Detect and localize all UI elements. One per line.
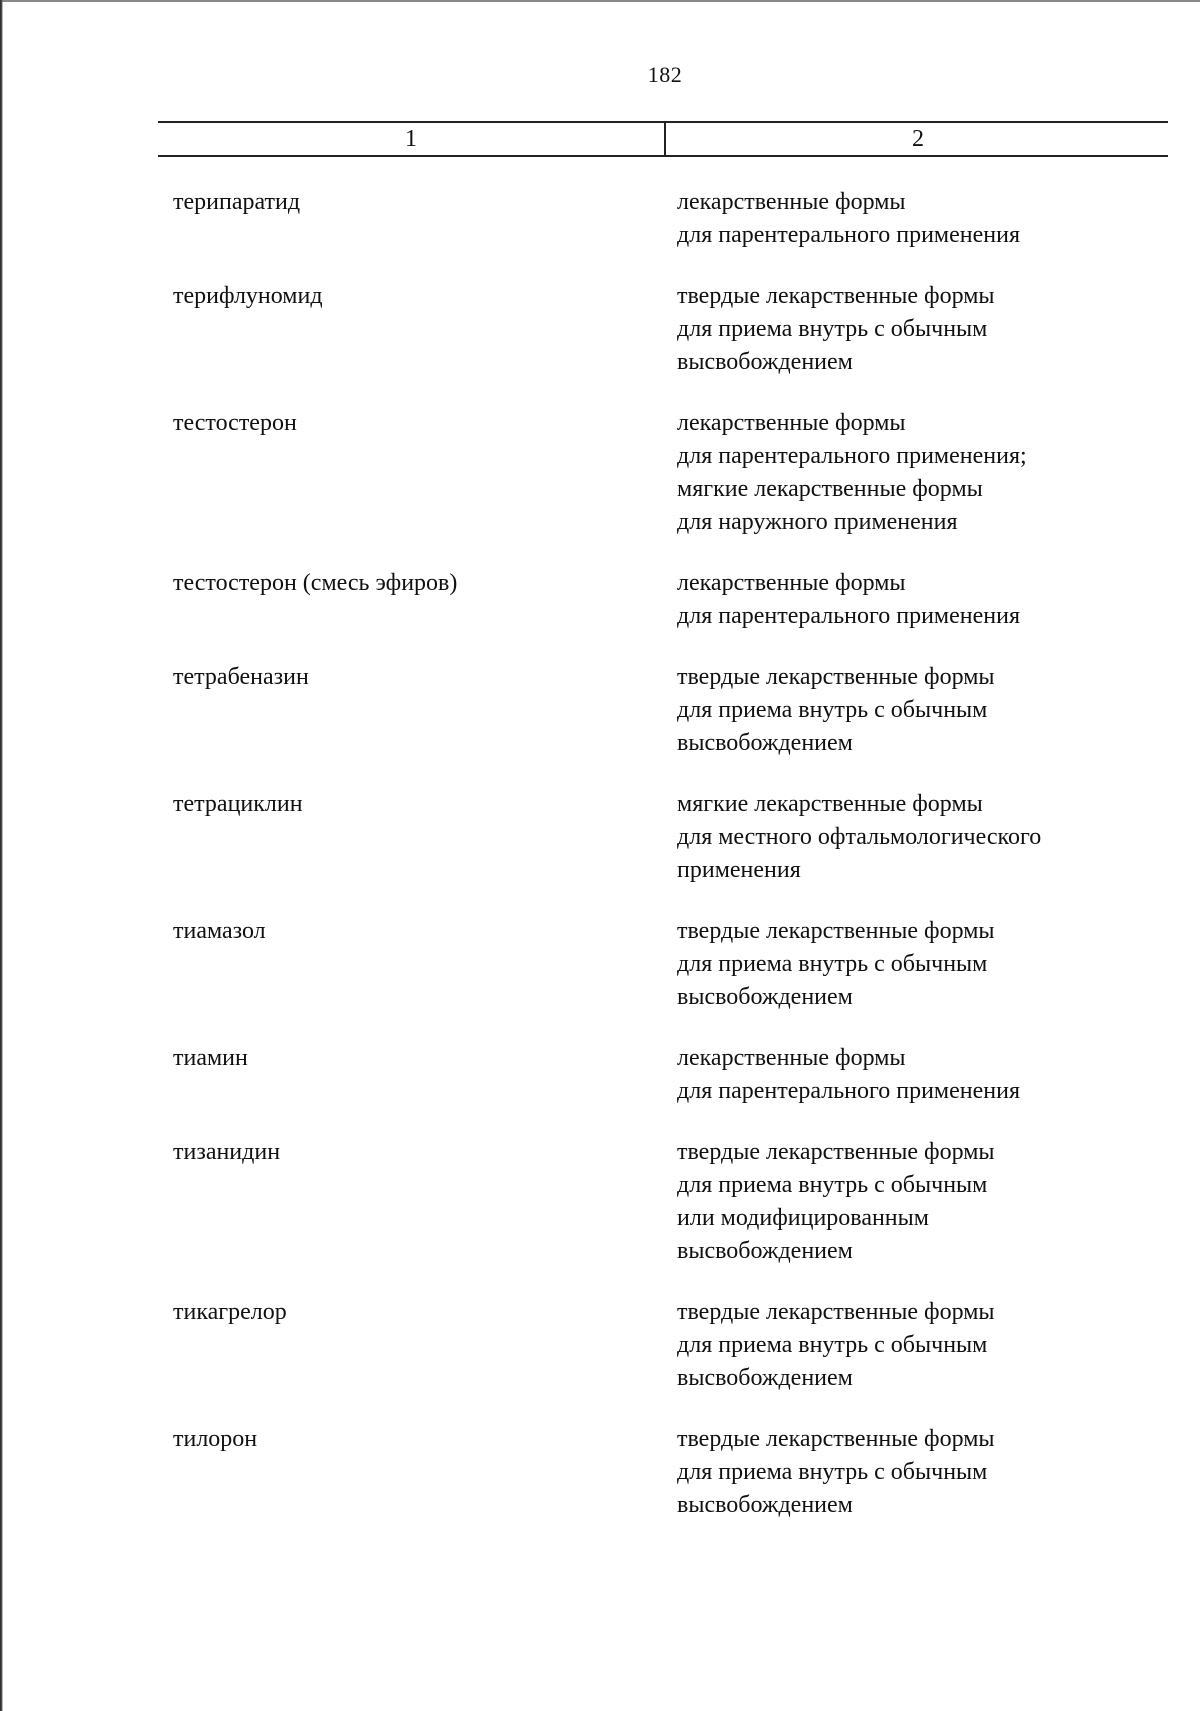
dosage-form-line: высвобождением xyxy=(677,1492,853,1518)
dosage-form-line: высвобождением xyxy=(677,1238,853,1264)
dosage-form-line: для приема внутрь с обычным xyxy=(677,1332,988,1358)
table-row xyxy=(0,1423,1200,1522)
dosage-form-line: высвобождением xyxy=(677,984,853,1010)
column-header-2: 2 xyxy=(664,123,1170,155)
dosage-form-line: для местного офтальмологического xyxy=(677,824,1042,850)
dosage-forms xyxy=(677,788,1200,887)
dosage-form-line: для приема внутрь с обычным xyxy=(677,697,988,723)
dosage-form-line: для парентерального применения; xyxy=(677,443,1027,469)
dosage-form-line: для парентерального применения xyxy=(677,222,1020,248)
drug-name: тетрабеназин xyxy=(173,664,309,690)
dosage-form-line: твердые лекарственные формы xyxy=(677,664,995,690)
drug-name: тиамазол xyxy=(173,918,266,944)
dosage-form-line: лекарственные формы xyxy=(677,410,906,436)
dosage-form-line: твердые лекарственные формы xyxy=(677,1299,995,1325)
dosage-forms xyxy=(677,1136,1200,1268)
page-number: 182 xyxy=(647,62,683,87)
dosage-form-line: высвобождением xyxy=(677,1365,853,1391)
dosage-form-line: или модифицированным xyxy=(677,1205,929,1231)
dosage-form-line: лекарственные формы xyxy=(677,570,906,596)
dosage-form-line: для приема внутрь с обычным xyxy=(677,951,988,977)
drug-name: тилорон xyxy=(173,1426,258,1452)
dosage-form-line: мягкие лекарственные формы xyxy=(677,476,983,502)
drug-name: тестостерон (смесь эфиров) xyxy=(173,570,458,596)
table-row xyxy=(0,1136,1200,1268)
drug-name: тестостерон xyxy=(173,410,297,436)
dosage-form-line: для парентерального применения xyxy=(677,1078,1020,1104)
dosage-form-line: для приема внутрь с обычным xyxy=(677,1459,988,1485)
dosage-form-line: твердые лекарственные формы xyxy=(677,1139,995,1165)
dosage-forms xyxy=(677,1423,1200,1522)
dosage-forms xyxy=(677,186,1200,252)
dosage-forms xyxy=(677,1296,1200,1395)
drug-name: терифлуномид xyxy=(173,283,323,309)
drug-name: тизанидин xyxy=(173,1139,281,1165)
drug-name: терипаратид xyxy=(173,189,301,215)
dosage-forms xyxy=(677,567,1200,633)
dosage-form-line: высвобождением xyxy=(677,730,853,756)
dosage-form-line: для приема внутрь с обычным xyxy=(677,316,988,342)
dosage-form-line: для приема внутрь с обычным xyxy=(677,1172,988,1198)
dosage-forms xyxy=(677,407,1200,539)
table-header xyxy=(158,121,1168,157)
drug-name: тиамин xyxy=(173,1045,248,1071)
table-row xyxy=(0,407,1200,539)
dosage-form-line: твердые лекарственные формы xyxy=(677,283,995,309)
dosage-forms xyxy=(677,280,1200,379)
table-row xyxy=(0,280,1200,379)
dosage-form-line: применения xyxy=(677,857,801,883)
dosage-form-line: твердые лекарственные формы xyxy=(677,918,995,944)
column-header-1: 1 xyxy=(405,126,417,152)
table-row xyxy=(0,1042,1200,1108)
table-body xyxy=(0,186,1200,1522)
table-row xyxy=(0,915,1200,1014)
dosage-form-line: лекарственные формы xyxy=(677,1045,906,1071)
table-row xyxy=(0,661,1200,760)
table-row xyxy=(0,788,1200,887)
drug-name: тикагрелор xyxy=(173,1299,287,1325)
dosage-form-line: мягкие лекарственные формы xyxy=(677,791,983,817)
dosage-form-line: для парентерального применения xyxy=(677,603,1020,629)
dosage-form-line: высвобождением xyxy=(677,349,853,375)
table-row xyxy=(0,186,1200,252)
dosage-forms xyxy=(677,661,1200,760)
table-row xyxy=(0,1296,1200,1395)
dosage-form-line: для наружного применения xyxy=(677,509,958,535)
dosage-form-line: твердые лекарственные формы xyxy=(677,1426,995,1452)
dosage-forms xyxy=(677,915,1200,1014)
dosage-form-line: лекарственные формы xyxy=(677,189,906,215)
scan-edge-top xyxy=(0,0,1200,2)
drug-name: тетрациклин xyxy=(173,791,303,817)
table-row xyxy=(0,567,1200,633)
dosage-forms xyxy=(677,1042,1200,1108)
